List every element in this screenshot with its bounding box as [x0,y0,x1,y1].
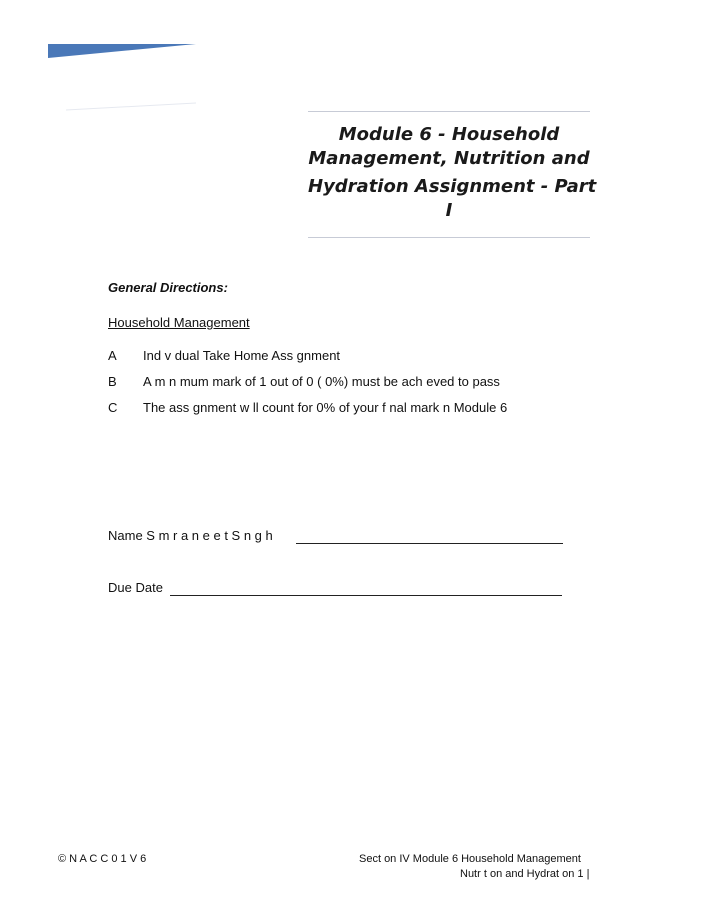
title-line-2: Management, Nutrition and [308,148,590,169]
direction-item-a [108,348,340,363]
logo-wedge-icon [0,0,714,120]
title-line-3: Hydration Assignment - Part [308,176,597,197]
footer-section-line-1: Sect on IV Module 6 Household Management [359,853,581,865]
name-field-label: Name S m r a n e e t S n g h [108,528,273,543]
item-letter: C [108,400,118,415]
due-date-label: Due Date [108,580,163,595]
item-text: Ind v dual Take Home Ass gnment [143,348,341,363]
item-text: The ass gnment w ll count for 0% of your f nal mark n Module 6 [143,400,508,415]
due-date-field-line[interactable] [170,595,562,596]
household-management-heading: Household Management [108,315,250,330]
footer-copyright: © N A C C 0 1 V 6 [58,853,147,865]
title-line-1: Module 6 - Household [338,124,560,145]
name-field-line[interactable] [296,543,563,544]
item-letter: B [108,374,117,389]
title-box [308,111,597,238]
direction-item-b [108,374,500,389]
title-line-4: I [445,200,453,221]
direction-item-c [108,400,507,415]
item-letter: A [108,348,117,363]
general-directions-heading: General Directions: [108,280,228,295]
footer-section-line-2: Nutr t on and Hydrat on 1 | [460,868,590,880]
item-text: A m n mum mark of 1 out of 0 ( 0%) must be ach eved to pass [143,374,500,389]
